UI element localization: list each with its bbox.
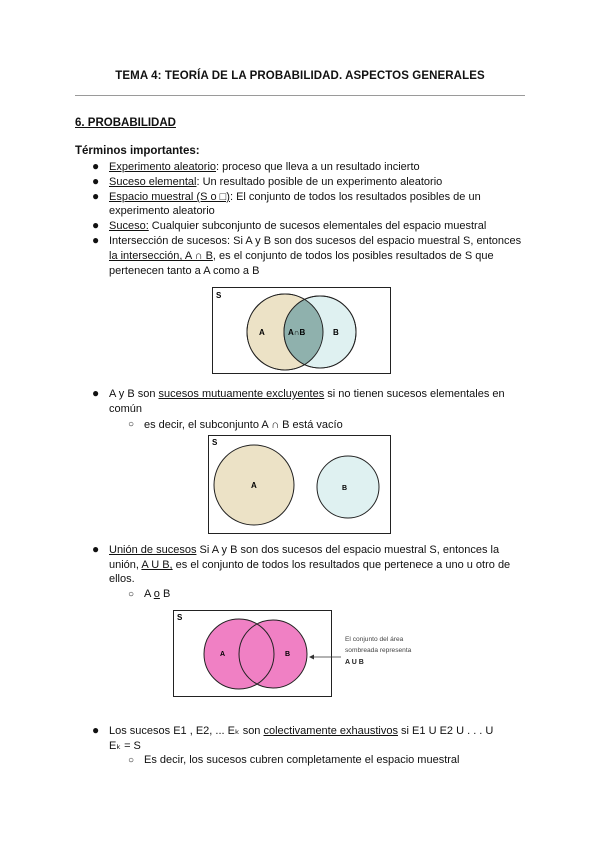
bullet-icon: ● (92, 233, 100, 247)
list-item-espacio-muestral (109, 190, 481, 204)
sub-item-excluyentes: es decir, el subconjunto A ∩ B está vacío (144, 419, 343, 431)
list-item-exhaustivos (109, 724, 493, 738)
definition-text: : El conjunto de todos los resultados posibles de un (229, 191, 481, 203)
label-b: B (285, 651, 291, 658)
sub-bullet-icon: ○ (128, 419, 135, 430)
term-suceso-elemental: Suceso elemental (109, 176, 197, 188)
list-item-interseccion: Intersección de sucesos: Si A y B son dos sucesos del espacio muestral S, entonces (109, 235, 522, 247)
term-suceso: Suceso: (109, 220, 149, 232)
sub-bullet-icon: ○ (128, 589, 135, 600)
definition-text: : proceso que lleva a un resultado incierto (216, 161, 420, 173)
list-item-suceso (109, 219, 486, 233)
label-a: A (259, 328, 265, 337)
definition-text: Si A y B son dos sucesos del espacio muestral S, entonces la (196, 544, 500, 556)
text-prefix: Los sucesos E1 , E2, ... Eₖ son (109, 725, 264, 737)
term-exhaustivos: colectivamente exhaustivos (263, 725, 398, 737)
label-s: S (216, 291, 222, 300)
bullet-icon: ● (92, 174, 100, 188)
bullet-icon: ● (92, 189, 100, 203)
definition-text: : Un resultado posible de un experimento aleatorio (196, 176, 443, 188)
interseccion-line-2 (109, 249, 494, 263)
title-divider (75, 95, 525, 96)
venn-intersection-diagram (212, 287, 392, 375)
text-prefix: A y B son (109, 388, 159, 400)
bullet-icon: ● (92, 723, 100, 737)
definition-text: es el conjunto de todos los resultados que pertenece a uno u otro de (172, 559, 511, 571)
sub-item-union (144, 587, 170, 601)
note-line-2: sombreada representa (345, 647, 412, 654)
note-line-3: A U B (345, 659, 364, 666)
label-a: A (220, 651, 226, 658)
list-item-suceso-elemental (109, 175, 442, 189)
sub-bullet-icon: ○ (128, 755, 135, 766)
definition-text: si E1 U E2 U . . . U (398, 725, 494, 737)
venn-exclusive-diagram (208, 435, 392, 535)
section-subtitle: Términos importantes: (75, 145, 200, 157)
label-s: S (177, 613, 183, 622)
interseccion-line-3: pertenecen tanto a A como a B (109, 265, 260, 277)
list-item-union (109, 543, 499, 557)
bullet-icon: ● (92, 542, 100, 556)
text-b: B (159, 588, 171, 600)
bullet-icon: ● (92, 386, 100, 400)
excluyentes-line-2: común (109, 403, 143, 415)
sub-item-exhaustivos: Es decir, los sucesos cubren completamente el espacio muestral (144, 754, 460, 766)
text-a: A (144, 588, 154, 600)
venn-union-diagram (173, 610, 435, 700)
term-union: Unión de sucesos (109, 544, 197, 556)
label-a: A (251, 481, 257, 490)
label-b: B (333, 328, 339, 337)
section-title: 6. PROBABILIDAD (75, 117, 176, 129)
definition-text: , es el conjunto de todos los posibles resultados de S que (212, 250, 494, 262)
exhaustivos-line-2: Eₖ = S (109, 740, 141, 752)
page-title: TEMA 4: TEORÍA DE LA PROBABILIDAD. ASPECTOS GENERALES (115, 70, 485, 82)
term-interseccion: la intersección, A ∩ B (109, 250, 213, 262)
label-s: S (212, 438, 218, 447)
bullet-icon: ● (92, 159, 100, 173)
text-prefix: unión, (109, 559, 142, 571)
label-b: B (342, 485, 348, 492)
list-item-experimento (109, 160, 420, 174)
term-a-u-b: A U B, (141, 559, 173, 571)
term-espacio-muestral: Espacio muestral (S o □) (109, 191, 230, 203)
set-b-circle (317, 456, 379, 518)
definition-continuation: experimento aleatorio (109, 205, 215, 217)
text-o: o (153, 588, 160, 600)
term-experimento: Experimento aleatorio (109, 161, 217, 173)
definition-text: si no tienen sucesos elementales en (324, 388, 505, 400)
union-line-3: ellos. (109, 573, 135, 585)
bullet-icon: ● (92, 218, 100, 232)
term-excluyentes: sucesos mutuamente excluyentes (158, 388, 325, 400)
union-line-2 (109, 558, 510, 572)
note-line-1: El conjunto del área (345, 636, 404, 643)
list-item-excluyentes (109, 387, 505, 401)
label-a-intersect-b: A∩B (288, 328, 306, 337)
definition-text: Cualquier subconjunto de sucesos elementales del espacio muestral (148, 220, 487, 232)
